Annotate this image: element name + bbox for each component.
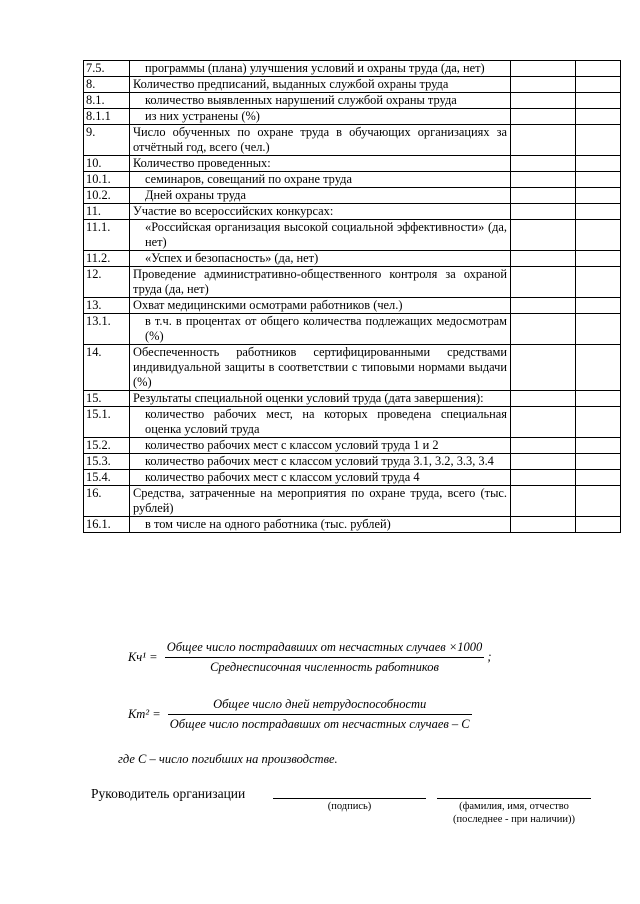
row-value-cell[interactable] (511, 251, 576, 267)
row-value-cell[interactable] (511, 220, 576, 251)
row-value-cell[interactable] (576, 156, 621, 172)
formula-kch (128, 640, 492, 675)
table-row (84, 93, 621, 109)
indicators-table-body (84, 61, 621, 533)
table-row (84, 470, 621, 486)
table-row (84, 172, 621, 188)
row-value-cell[interactable] (576, 314, 621, 345)
row-value-cell[interactable] (576, 454, 621, 470)
table-row (84, 517, 621, 533)
indicators-table (83, 60, 621, 533)
row-value-cell[interactable] (511, 204, 576, 220)
table-row (84, 298, 621, 314)
row-number: 15. (84, 391, 130, 407)
table-row (84, 77, 621, 93)
formula-kt (128, 697, 472, 732)
row-number: 15.2. (84, 438, 130, 454)
formula-kch-suffix: ; (487, 649, 492, 664)
row-indicator: «Успех и безопасность» (да, нет) (130, 251, 511, 267)
signature-line (273, 798, 426, 799)
row-indicator: количество рабочих мест с классом условий труда 3.1, 3.2, 3.3, 3.4 (130, 454, 511, 470)
row-value-cell[interactable] (576, 125, 621, 156)
table-row (84, 204, 621, 220)
formula-kch-fraction (165, 640, 485, 675)
row-value-cell[interactable] (576, 391, 621, 407)
row-number: 9. (84, 125, 130, 156)
formula-kt-numerator: Общее число дней нетрудоспособности (168, 697, 472, 715)
table-row (84, 438, 621, 454)
row-number: 11. (84, 204, 130, 220)
row-value-cell[interactable] (576, 345, 621, 391)
row-value-cell[interactable] (511, 314, 576, 345)
row-value-cell[interactable] (576, 251, 621, 267)
name-caption (430, 800, 598, 826)
row-number: 16.1. (84, 517, 130, 533)
row-indicator: Дней охраны труда (130, 188, 511, 204)
formula-kch-lhs: Кч¹ = (128, 650, 158, 664)
table-row (84, 61, 621, 77)
row-indicator: Охват медицинскими осмотрами работников (чел.) (130, 298, 511, 314)
table-row (84, 486, 621, 517)
row-number: 10.1. (84, 172, 130, 188)
row-indicator: в т.ч. в процентах от общего количества подлежащих медосмотрам (%) (130, 314, 511, 345)
row-value-cell[interactable] (511, 109, 576, 125)
name-caption-line2: (последнее - при наличии)) (453, 814, 575, 825)
row-indicator: количество рабочих мест с классом условий труда 1 и 2 (130, 438, 511, 454)
signature-caption: (подпись) (327, 801, 372, 812)
row-indicator: семинаров, совещаний по охране труда (130, 172, 511, 188)
row-value-cell[interactable] (511, 470, 576, 486)
row-number: 10.2. (84, 188, 130, 204)
row-value-cell[interactable] (576, 61, 621, 77)
row-value-cell[interactable] (576, 93, 621, 109)
row-number: 11.2. (84, 251, 130, 267)
row-indicator: количество выявленных нарушений службой охраны труда (130, 93, 511, 109)
row-value-cell[interactable] (576, 267, 621, 298)
row-indicator: Проведение административно-общественного контроля за охраной труда (да, нет) (130, 267, 511, 298)
table-row (84, 220, 621, 251)
row-indicator: Число обученных по охране труда в обучающих организациях за отчётный год, всего (чел.) (130, 125, 511, 156)
table-row (84, 125, 621, 156)
row-value-cell[interactable] (576, 298, 621, 314)
row-indicator: «Российская организация высокой социальной эффективности» (да, нет) (130, 220, 511, 251)
formula-kch-numerator: Общее число пострадавших от несчастных случаев ×1000 (165, 640, 485, 658)
table-row (84, 109, 621, 125)
row-value-cell[interactable] (511, 77, 576, 93)
row-number: 16. (84, 486, 130, 517)
row-value-cell[interactable] (576, 407, 621, 438)
table-row (84, 267, 621, 298)
row-number: 11.1. (84, 220, 130, 251)
row-value-cell[interactable] (511, 345, 576, 391)
table-row (84, 391, 621, 407)
row-value-cell[interactable] (511, 407, 576, 438)
row-number: 15.3. (84, 454, 130, 470)
table-row (84, 407, 621, 438)
row-number: 8. (84, 77, 130, 93)
row-value-cell[interactable] (511, 125, 576, 156)
row-number: 14. (84, 345, 130, 391)
formula-kt-fraction (168, 697, 472, 732)
name-caption-line1: (фамилия, имя, отчество (459, 801, 569, 812)
row-value-cell[interactable] (511, 517, 576, 533)
row-value-cell[interactable] (511, 298, 576, 314)
formula-kt-lhs: Кт² = (128, 707, 161, 721)
row-indicator: Результаты специальной оценки условий труда (дата завершения): (130, 391, 511, 407)
row-indicator: программы (плана) улучшения условий и охраны труда (да, нет) (130, 61, 511, 77)
row-number: 13.1. (84, 314, 130, 345)
row-number: 8.1.1 (84, 109, 130, 125)
row-value-cell[interactable] (511, 438, 576, 454)
row-number: 15.1. (84, 407, 130, 438)
row-value-cell[interactable] (576, 486, 621, 517)
row-value-cell[interactable] (576, 470, 621, 486)
row-value-cell[interactable] (511, 61, 576, 77)
row-indicator: из них устранены (%) (130, 109, 511, 125)
table-row (84, 345, 621, 391)
formula-kch-denominator: Среднесписочная численность работников (210, 660, 439, 674)
row-number: 15.4. (84, 470, 130, 486)
row-value-cell[interactable] (511, 172, 576, 188)
name-line (437, 798, 591, 799)
row-value-cell[interactable] (511, 156, 576, 172)
row-value-cell[interactable] (576, 438, 621, 454)
row-value-cell[interactable] (576, 188, 621, 204)
row-indicator: в том числе на одного работника (тыс. рублей) (130, 517, 511, 533)
row-value-cell[interactable] (576, 220, 621, 251)
table-row (84, 156, 621, 172)
row-value-cell[interactable] (576, 172, 621, 188)
row-value-cell[interactable] (511, 486, 576, 517)
signature-label: Руководитель организации (91, 786, 246, 801)
row-value-cell[interactable] (511, 454, 576, 470)
row-indicator: количество рабочих мест, на которых проведена специальная оценка условий труда (130, 407, 511, 438)
row-value-cell[interactable] (576, 109, 621, 125)
row-value-cell[interactable] (511, 93, 576, 109)
row-indicator: Средства, затраченные на мероприятия по охране труда, всего (тыс. рублей) (130, 486, 511, 517)
row-value-cell[interactable] (511, 267, 576, 298)
table-row (84, 188, 621, 204)
row-number: 7.5. (84, 61, 130, 77)
row-number: 12. (84, 267, 130, 298)
row-number: 8.1. (84, 93, 130, 109)
row-indicator: Обеспеченность работников сертифицированными средствами индивидуальной защиты в соответствии с типовыми нормами выдачи (%) (130, 345, 511, 391)
formula-kt-denominator: Общее число пострадавших от несчастных случаев – С (169, 717, 470, 731)
row-indicator: Количество проведенных: (130, 156, 511, 172)
row-value-cell[interactable] (576, 77, 621, 93)
row-indicator: количество рабочих мест с классом условий труда 4 (130, 470, 511, 486)
row-value-cell[interactable] (511, 391, 576, 407)
table-row (84, 251, 621, 267)
row-indicator: Количество предписаний, выданных службой охраны труда (130, 77, 511, 93)
table-row (84, 454, 621, 470)
row-number: 13. (84, 298, 130, 314)
row-value-cell[interactable] (576, 204, 621, 220)
table-row (84, 314, 621, 345)
row-value-cell[interactable] (576, 517, 621, 533)
row-number: 10. (84, 156, 130, 172)
row-value-cell[interactable] (511, 188, 576, 204)
formula-note: где С – число погибших на производстве. (118, 752, 338, 766)
row-indicator: Участие во всероссийских конкурсах: (130, 204, 511, 220)
